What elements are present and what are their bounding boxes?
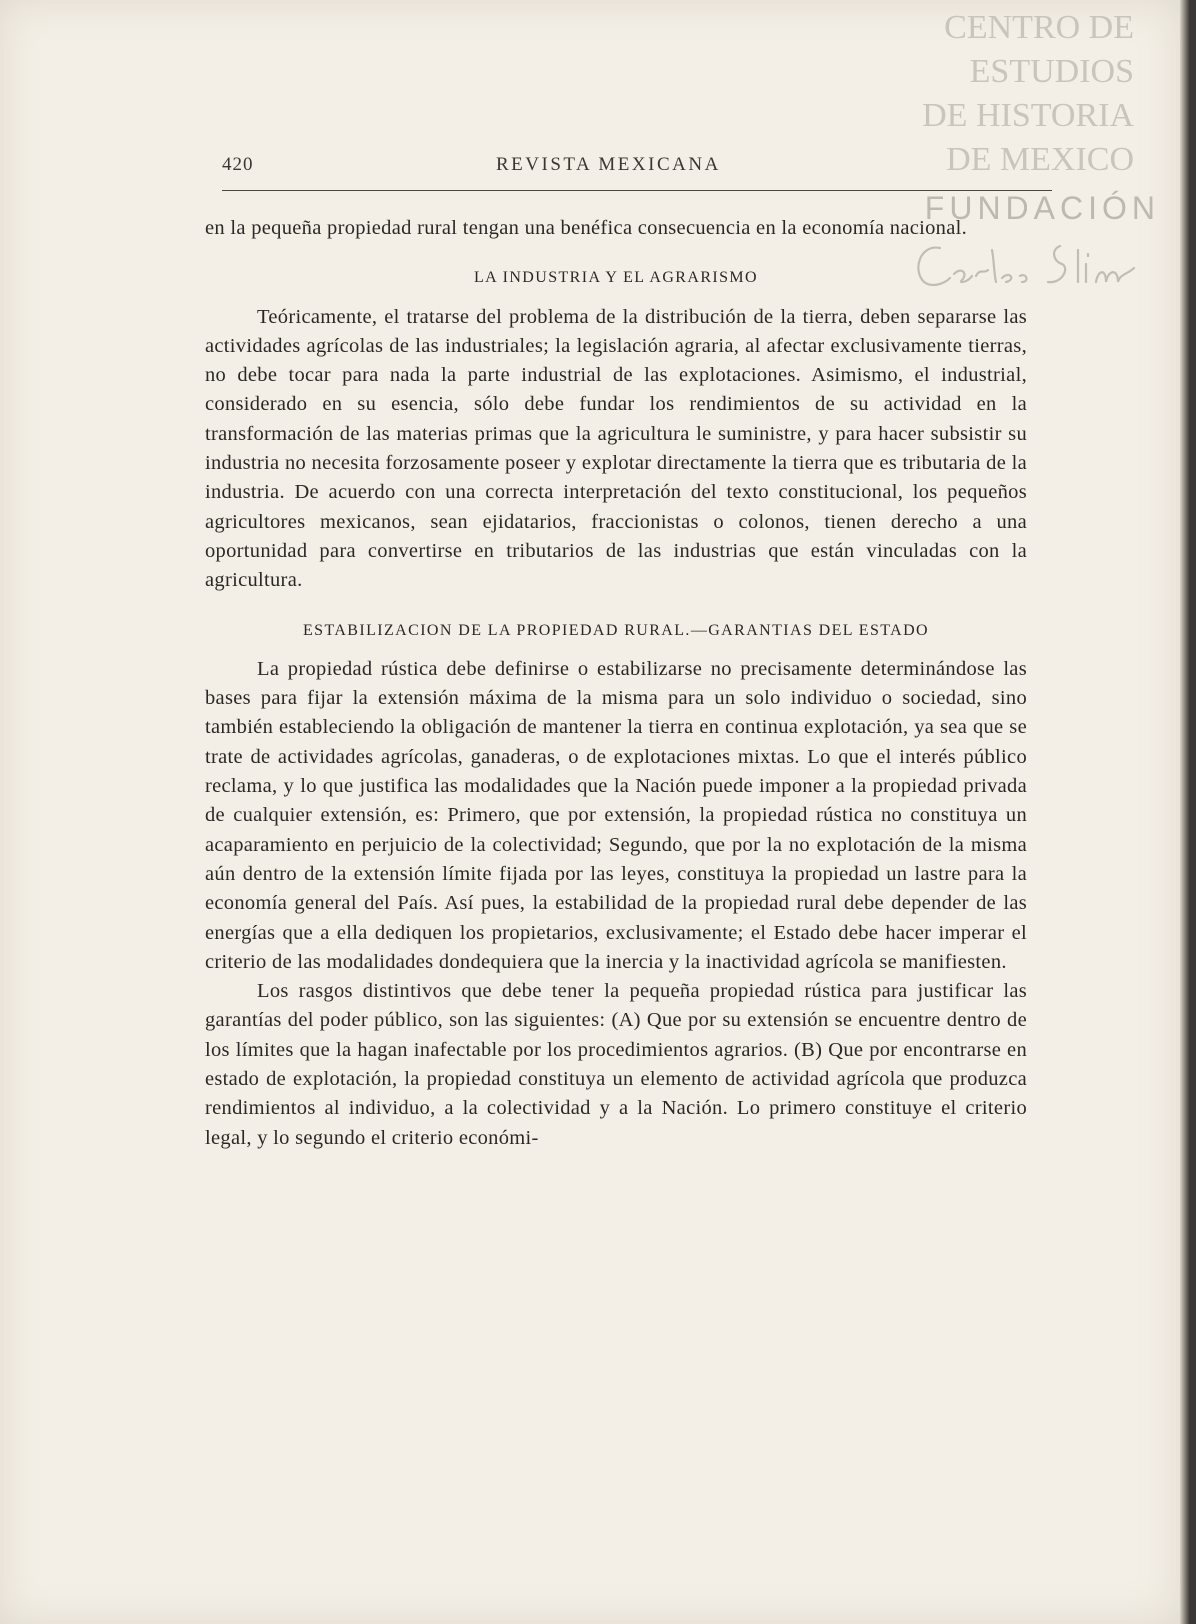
paragraph: Teóricamente, el tratarse del problema de la distribución de la tierra, deben separarse las actividades agrícolas de las industriales; la legislación agraria, al afectar exclusivamente tierras, no debe tocar para nada la parte industrial de las explotaciones. Asimismo, el industrial, considerado en su esencia, sólo debe fundar los rendimientos de su actividad en la transformación de las materias primas que la agricultura le suministre, y para hacer subsistir su industria no necesita forzosamente poseer y explotar directamente la tierra que es tributaria de la industria. De acuerdo con una correcta interpretación del texto constitucional, los pequeños agricultores mexicanos, sean ejidatarios, fraccionistas o colonos, tienen derecho a una oportunidad para convertirse en tributarios de las industrias que están vinculadas con la agricultura. bbox=[205, 305, 1027, 592]
section-heading: ESTABILIZACION DE LA PROPIEDAD RURAL.—GARANTIAS DEL ESTADO bbox=[302, 621, 930, 639]
page-number: 420 bbox=[222, 154, 254, 175]
scan-right-edge bbox=[1180, 0, 1196, 1624]
watermark-line: ESTUDIOS bbox=[969, 53, 1134, 90]
paragraph: Los rasgos distintivos que debe tener la pequeña propiedad rústica para justificar las garantías del poder público, son las siguientes: (A) Que por su extensión se encuentre dentro de los límites que la hagan inafectable por los procedimientos agrarios. (B) Que por encontrarse en estado de explotación, la propiedad constituya un elemento de actividad agrícola que produzca rendimientos al individuo, a la colectividad y a la Nación. Lo primero constituye el criterio legal, y lo segundo el criterio económi- bbox=[205, 980, 1027, 1149]
watermark-line: CENTRO DE bbox=[944, 9, 1134, 46]
watermark-line: DE MEXICO bbox=[946, 141, 1134, 178]
body-text bbox=[205, 214, 1027, 1153]
continuation-paragraph: en la pequeña propiedad rural tengan una benéfica consecuencia en la economía nacional. bbox=[205, 217, 968, 239]
watermark-foundation: FUNDACIÓN bbox=[924, 190, 1160, 226]
section-heading: LA INDUSTRIA Y EL AGRARISMO bbox=[473, 269, 759, 287]
paragraph: La propiedad rústica debe definirse o estabilizarse no precisamente determinándose las bases para fijar la extensión máxima de la misma para un solo individuo o sociedad, sino también estableciendo la obligación de mantener la tierra en continua explotación, ya sea que se trate de actividades agrícolas, ganaderas, o de explotaciones mixtas. Lo que el interés público reclama, y lo que justifica las modalidades que la Nación puede imponer a la propiedad privada de cualquier extensión, es: Primero, que por extensión, la propiedad rústica no constituya un acaparamiento en perjuicio de la colectividad; Segundo, que por la no explotación de la misma aún dentro de la extensión límite fijada por las leyes, constituya la propiedad un lastre para la economía general del País. Así pues, la estabilidad de la propiedad rural debe depender de las energías que a ella dediquen los propietarios, exclusivamente; el Estado debe hacer imperar el criterio de las modalidades dondequiera que la inercia y la inactividad agrícola se manifiesten. bbox=[205, 657, 1027, 973]
header-rule bbox=[222, 190, 1052, 191]
watermark-line: DE HISTORIA bbox=[922, 97, 1134, 134]
running-title: REVISTA MEXICANA bbox=[496, 154, 721, 175]
archive-watermark bbox=[922, 6, 1134, 182]
